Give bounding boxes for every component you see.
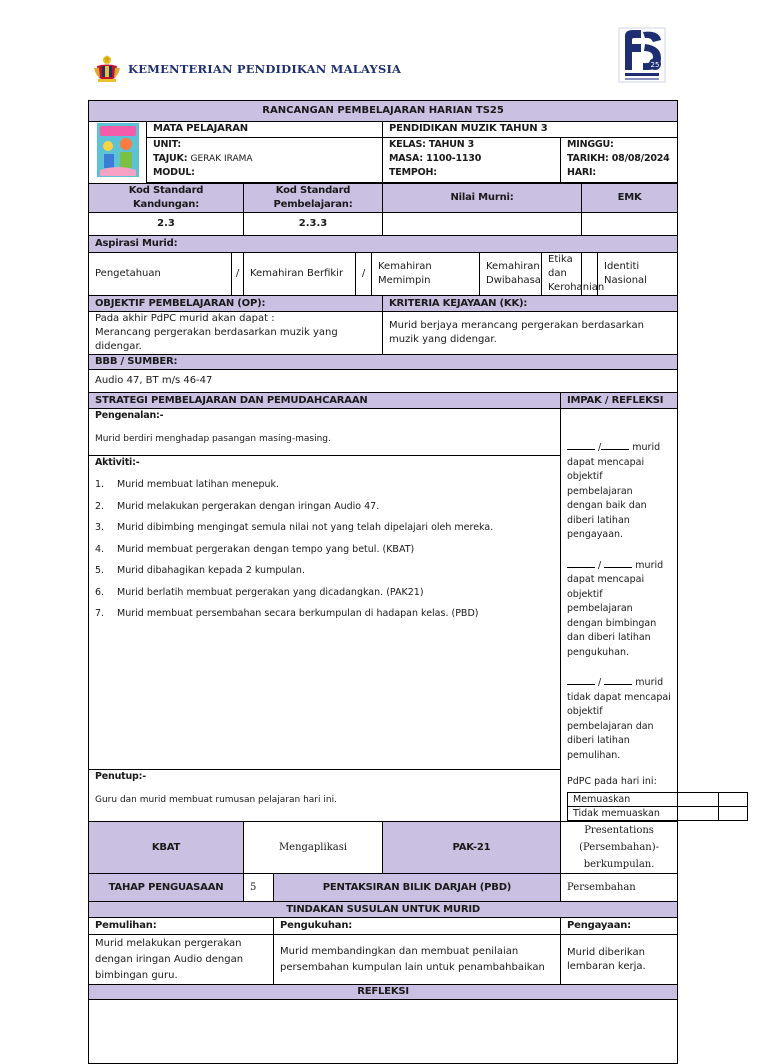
aktiviti-text: Murid membuat latihan menepuk. — [117, 479, 280, 490]
textbook-cover-icon — [96, 122, 140, 178]
strategi-label: STRATEGI PEMBELAJARAN DAN PEMUDAHCARAAN — [89, 393, 561, 409]
kelas-masa-tempoh — [383, 137, 561, 182]
nilai-murni-label: Nilai Murni: — [383, 184, 582, 213]
aspirasi-label: Aspirasi Murid: — [89, 236, 678, 253]
bbb-value: Audio 47, BT m/s 46-47 — [89, 370, 678, 393]
lesson-plan-table — [88, 100, 677, 1064]
mata-pelajaran-label: MATA PELAJARAN — [147, 122, 383, 138]
aktiviti-text: Murid berlatih membuat pergerakan yang dicadangkan. (PAK21) — [117, 586, 424, 598]
tajuk-value: GERAK IRAMA — [190, 153, 253, 164]
op-label: OBJEKTIF PEMBELAJARAN (OP): — [89, 296, 383, 312]
aktiviti-item — [95, 496, 554, 518]
aktiviti-item — [95, 474, 554, 496]
pbd-value: Persembahan — [561, 874, 678, 902]
impak-para-2: / murid dapat mencapai objektif pembelajaran dengan bimbingan dan diberi latihan pengukuhan. — [567, 557, 671, 661]
pengenalan-label: Pengenalan:- — [95, 410, 164, 421]
aktiviti-number: 5. — [95, 565, 105, 576]
tempoh-label: TEMPOH: — [389, 166, 437, 178]
refleksi-label: REFLEKSI — [89, 985, 678, 1000]
impak-para-3: / murid tidak dapat mencapai objektif pembelajaran dan diberi latihan pemulihan. — [567, 674, 671, 763]
aktiviti-text: Murid dibimbing mengingat semula nilai not yang telah dipelajari oleh mereka. — [117, 522, 494, 533]
minggu-label: MINGGU: — [567, 138, 614, 150]
tidak-memuaskan-box[interactable] — [719, 807, 748, 821]
pengayaan-text: Murid diberikan lembaran kerja. — [561, 935, 678, 985]
aktiviti-item — [95, 517, 554, 539]
pengukuhan-text: Murid membandingkan dan membuat penilaian persembahan kumpulan lain untuk penambahbaikan — [274, 935, 561, 985]
kbat-value: Mengaplikasi — [244, 822, 383, 874]
mata-pelajaran-value: PENDIDIKAN MUZIK TAHUN 3 — [383, 122, 678, 138]
impak-para-1: / murid dapat mencapai objektif pembelajaran dengan baik dan diberi latihan pengayaan. — [567, 439, 671, 543]
aspirasi-memimpin: Kemahiran Memimpin — [372, 253, 480, 296]
aktiviti-text: Murid melakukan pergerakan dengan iringan Audio 47. — [117, 500, 380, 512]
op-text — [89, 312, 383, 355]
aspirasi-dwibahasa: Kemahiran Dwibahasa — [480, 253, 542, 296]
aspirasi-pengetahuan: Pengetahuan — [89, 253, 232, 296]
aktiviti-label: Aktiviti:- — [95, 457, 140, 468]
penutup-label: Penutup:- — [95, 770, 146, 782]
pengayaan-label: Pengayaan: — [561, 918, 678, 935]
pak21-label: PAK-21 — [383, 822, 561, 874]
tahap-label: TAHAP PENGUASAAN — [89, 874, 244, 902]
aktiviti-number: 4. — [95, 543, 105, 555]
aspirasi-pengetahuan-mark: / — [232, 253, 244, 296]
aktiviti-number: 3. — [95, 522, 105, 533]
pengukuhan-label: Pengukuhan: — [274, 918, 561, 935]
malaysia-crest-icon — [92, 54, 122, 84]
hari-label: HARI: — [567, 166, 596, 178]
kod-sp-label: Kod Standard Pembelajaran: — [244, 184, 383, 213]
aspirasi-identiti: Identiti Nasional — [598, 253, 678, 296]
minggu-tarikh-hari — [561, 137, 678, 182]
aktiviti-list — [95, 474, 554, 625]
tidak-memuaskan-label: Tidak memuaskan — [568, 807, 719, 821]
svg-text:25: 25 — [650, 61, 660, 69]
penutup-section — [89, 769, 561, 821]
kk-label: KRITERIA KEJAYAAN (KK): — [383, 296, 678, 312]
ministry-name: KEMENTERIAN PENDIDIKAN MALAYSIA — [128, 62, 402, 76]
pemulihan-text: Murid melakukan pergerakan dengan iringan Audio dengan bimbingan guru. — [89, 935, 274, 985]
aktiviti-section — [89, 456, 560, 625]
op-line-2: Merancang pergerakan berdasarkan muzik yang didengar. — [95, 327, 338, 352]
aspirasi-berfikir-mark: / — [356, 253, 372, 296]
aktiviti-text: Murid dibahagikan kepada 2 kumpulan. — [117, 565, 305, 576]
memuaskan-label: Memuaskan — [568, 793, 719, 807]
ministry-header — [92, 54, 401, 84]
memuaskan-box[interactable] — [719, 793, 748, 807]
modul-label: MODUL: — [153, 166, 195, 178]
aktiviti-item — [95, 582, 554, 604]
aspirasi-berfikir: Kemahiran Berfikir — [244, 253, 356, 296]
refleksi-area[interactable] — [89, 1000, 678, 1064]
pdpc-label: PdPC pada hari ini: — [567, 776, 657, 787]
nilai-murni-value — [383, 213, 582, 236]
aktiviti-number: 6. — [95, 586, 105, 598]
emk-label: EMK — [582, 184, 678, 213]
kk-text: Murid berjaya merancang pergerakan berdasarkan muzik yang didengar. — [383, 312, 678, 355]
pdpc-table — [567, 792, 748, 821]
textbook-cover — [89, 122, 147, 184]
aktiviti-item — [95, 560, 554, 582]
pengenalan-text: Murid berdiri menghadap pasangan masing-masing. — [95, 434, 331, 444]
plan-title: RANCANGAN PEMBELAJARAN HARIAN TS25 — [89, 101, 678, 122]
strategi-content — [89, 409, 561, 770]
bbb-label: BBB / SUMBER: — [89, 355, 678, 370]
pemulihan-label: Pemulihan: — [89, 918, 274, 935]
aspirasi-etika: Etika dan Kerohanian — [542, 253, 582, 296]
masa-value: MASA: 1100-1130 — [389, 152, 482, 164]
pengenalan-section — [89, 409, 560, 456]
aktiviti-number: 1. — [95, 479, 105, 490]
tindakan-label: TINDAKAN SUSULAN UNTUK MURID — [89, 902, 678, 918]
unit-label: UNIT: — [153, 138, 181, 150]
aktiviti-text: Murid membuat persembahan secara berkumpulan di hadapan kelas. (PBD) — [117, 608, 479, 619]
pbd-label: PENTAKSIRAN BILIK DARJAH (PBD) — [274, 874, 561, 902]
kbat-label: KBAT — [89, 822, 244, 874]
aktiviti-number: 7. — [95, 608, 105, 619]
tahap-value: 5 — [244, 874, 274, 902]
ts25-logo-icon — [617, 26, 667, 84]
op-line-1: Pada akhir PdPC murid akan dapat : — [95, 313, 275, 324]
aktiviti-item — [95, 603, 554, 625]
emk-value — [582, 213, 678, 236]
kod-sp-value: 2.3.3 — [244, 213, 383, 236]
kelas-value: KELAS: TAHUN 3 — [389, 138, 475, 150]
aktiviti-item — [95, 539, 554, 561]
pak21-value: Presentations (Persembahan)-berkumpulan. — [561, 822, 678, 874]
impak-content — [561, 409, 678, 822]
aktiviti-text: Murid membuat pergerakan dengan tempo yang betul. (KBAT) — [117, 543, 415, 555]
impak-label: IMPAK / REFLEKSI — [561, 393, 678, 409]
tajuk-label: TAJUK: — [153, 152, 188, 164]
kod-sk-label: Kod Standard Kandungan: — [89, 184, 244, 213]
unit-tajuk-modul — [147, 137, 383, 182]
aktiviti-number: 2. — [95, 500, 105, 512]
tarikh-value: TARIKH: 08/08/2024 — [567, 152, 670, 164]
penutup-text: Guru dan murid membuat rumusan pelajaran hari ini. — [95, 794, 337, 805]
kod-sk-value: 2.3 — [89, 213, 244, 236]
